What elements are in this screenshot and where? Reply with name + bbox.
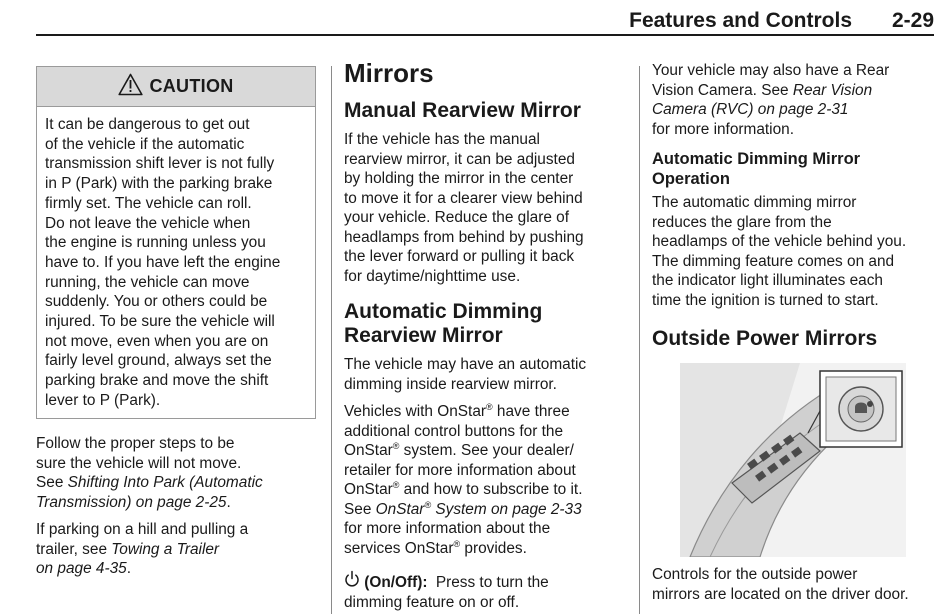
text: provides. bbox=[460, 539, 527, 557]
text: Vision Camera. See bbox=[652, 81, 793, 99]
heading-line: Automatic Dimming bbox=[344, 300, 543, 323]
text-line: for daytime/nighttime use. bbox=[344, 267, 521, 285]
text: System on page 2-33 bbox=[431, 500, 582, 518]
power-icon bbox=[344, 570, 360, 588]
paragraph bbox=[36, 434, 326, 512]
paragraph bbox=[344, 130, 629, 286]
text-line: The dimming feature comes on and bbox=[652, 252, 895, 270]
paragraph bbox=[344, 402, 629, 558]
middle-column bbox=[344, 58, 629, 614]
text-line: dimming feature on or off. bbox=[344, 593, 520, 611]
paragraph bbox=[652, 193, 942, 310]
door-controls-photo bbox=[680, 363, 906, 557]
text-line: Follow the proper steps to be bbox=[36, 435, 235, 452]
paragraph bbox=[344, 355, 629, 394]
text-line: mirrors are located on the driver door. bbox=[652, 585, 909, 603]
text-line: If the vehicle has the manual bbox=[344, 131, 540, 148]
text: trailer, see bbox=[36, 540, 112, 558]
column-divider bbox=[639, 66, 640, 614]
caution-line: not move, even when you are on bbox=[45, 332, 269, 350]
chapter-heading: Mirrors bbox=[344, 58, 434, 88]
heading-outside-power-mirrors: Outside Power Mirrors bbox=[652, 327, 878, 350]
photo-caption bbox=[652, 565, 942, 604]
registered-mark: ® bbox=[486, 402, 493, 412]
registered-mark: ® bbox=[424, 499, 432, 510]
text-line: to move it for a clearer view behind bbox=[344, 189, 583, 207]
heading-automatic-dimming-rearview-mirror bbox=[344, 300, 629, 348]
text-line bbox=[344, 539, 629, 559]
warning-triangle-icon bbox=[118, 73, 143, 96]
page-number: 2-29 bbox=[891, 9, 934, 32]
text: . bbox=[126, 560, 131, 577]
text-line bbox=[652, 81, 942, 101]
text-line: headlamps of the vehicle behind you. bbox=[652, 233, 907, 250]
section-title: Features and Controls bbox=[629, 9, 852, 32]
cross-reference-link[interactable]: Rear Vision bbox=[792, 81, 873, 99]
text-line bbox=[344, 441, 629, 461]
caution-line: have to. If you have left the engine bbox=[45, 253, 281, 271]
caution-line: It can be dangerous to get out bbox=[45, 116, 250, 133]
text-line: for more information about the bbox=[344, 520, 551, 537]
column-divider bbox=[331, 66, 332, 614]
caution-label: CAUTION bbox=[149, 76, 234, 96]
text-line: by holding the mirror in the center bbox=[344, 170, 574, 187]
text-line: If parking on a hill and pulling a bbox=[36, 521, 249, 538]
registered-mark: ® bbox=[453, 538, 461, 549]
paragraph bbox=[344, 570, 629, 612]
caution-line: lever to P (Park). bbox=[45, 391, 161, 409]
text-line: The automatic dimming mirror bbox=[652, 194, 857, 211]
text: . bbox=[226, 493, 231, 511]
text-line bbox=[344, 480, 629, 500]
text: have three bbox=[492, 403, 570, 420]
caution-line: of the vehicle if the automatic bbox=[45, 135, 245, 153]
right-column bbox=[652, 61, 942, 612]
paragraph bbox=[36, 520, 326, 579]
text: See bbox=[344, 500, 376, 518]
caution-line: in P (Park) with the parking brake bbox=[45, 175, 273, 193]
cross-reference-link[interactable]: on page 4-35 bbox=[36, 560, 127, 577]
text: OnStar bbox=[375, 500, 425, 518]
caution-line: Do not leave the vehicle when bbox=[45, 214, 251, 232]
text-line bbox=[36, 540, 326, 560]
registered-mark: ® bbox=[392, 480, 400, 490]
cross-reference-link[interactable]: Towing a Trailer bbox=[111, 540, 220, 558]
caution-line: the engine is running unless you bbox=[45, 234, 266, 252]
text-line: additional control buttons for the bbox=[344, 422, 564, 440]
text-line bbox=[36, 559, 326, 579]
caution-line: fairly level ground, always set the bbox=[45, 352, 272, 370]
page-header bbox=[36, 6, 934, 36]
text-line: rearview mirror, it can be adjusted bbox=[344, 150, 575, 168]
text-line: reduces the glare from the bbox=[652, 213, 832, 231]
caution-line: transmission shift lever is not fully bbox=[45, 155, 275, 173]
heading-line: Automatic Dimming Mirror bbox=[652, 150, 861, 168]
text: system. See your dealer/ bbox=[399, 442, 574, 459]
text-line bbox=[36, 493, 326, 513]
text-line: sure the vehicle will not move. bbox=[36, 454, 242, 472]
text: OnStar bbox=[344, 442, 393, 459]
text-line: Controls for the outside power bbox=[652, 566, 858, 583]
door-mirror-control-illustration bbox=[680, 363, 906, 557]
caution-line: parking brake and move the shift bbox=[45, 372, 269, 390]
cross-reference-link[interactable]: Camera (RVC) on page 2-31 bbox=[652, 101, 849, 118]
text-line: your vehicle. Reduce the glare of bbox=[344, 209, 570, 226]
text-line: headlamps from behind by pushing bbox=[344, 228, 584, 246]
text-line bbox=[344, 500, 629, 520]
cross-reference-link[interactable] bbox=[376, 501, 582, 518]
text-line: the indicator light illuminates each bbox=[652, 272, 883, 289]
heading-automatic-dimming-mirror-operation bbox=[652, 149, 942, 189]
caution-line: firmly set. The vehicle can roll. bbox=[45, 194, 252, 212]
cross-reference-link[interactable]: Shifting Into Park (Automatic bbox=[67, 474, 263, 491]
on-off-label: (On/Off): bbox=[364, 574, 428, 591]
text: Vehicles with OnStar bbox=[344, 403, 487, 420]
cross-reference-link[interactable]: Transmission) on page 2-25 bbox=[36, 493, 227, 511]
text-line: retailer for more information about bbox=[344, 461, 576, 479]
text-line: dimming inside rearview mirror. bbox=[344, 375, 557, 393]
text-line bbox=[344, 402, 629, 422]
caution-text bbox=[37, 107, 315, 411]
text-line bbox=[344, 570, 629, 593]
text-line: Your vehicle may also have a Rear bbox=[652, 62, 890, 79]
text: See bbox=[36, 474, 68, 491]
text: services OnStar bbox=[344, 539, 454, 557]
text: Press to turn the bbox=[435, 574, 549, 591]
text-line: the lever forward or pulling it back bbox=[344, 248, 575, 265]
registered-mark: ® bbox=[392, 441, 400, 451]
left-column-text bbox=[36, 434, 326, 587]
caution-header bbox=[37, 67, 315, 107]
text-line: for more information. bbox=[652, 120, 794, 138]
caution-line: suddenly. You or others could be bbox=[45, 293, 268, 311]
caution-line: running, the vehicle can move bbox=[45, 273, 250, 291]
heading-manual-rearview-mirror: Manual Rearview Mirror bbox=[344, 99, 581, 122]
text-line bbox=[36, 473, 326, 493]
text-line: The vehicle may have an automatic bbox=[344, 356, 587, 373]
heading-line: Operation bbox=[652, 170, 730, 188]
text: OnStar bbox=[344, 481, 393, 498]
text: and how to subscribe to it. bbox=[399, 481, 583, 498]
caution-box bbox=[36, 66, 316, 419]
caution-line: injured. To be sure the vehicle will bbox=[45, 313, 275, 331]
paragraph bbox=[652, 61, 942, 139]
text-line: time the ignition is turned to start. bbox=[652, 291, 879, 309]
heading-line: Rearview Mirror bbox=[344, 324, 503, 347]
